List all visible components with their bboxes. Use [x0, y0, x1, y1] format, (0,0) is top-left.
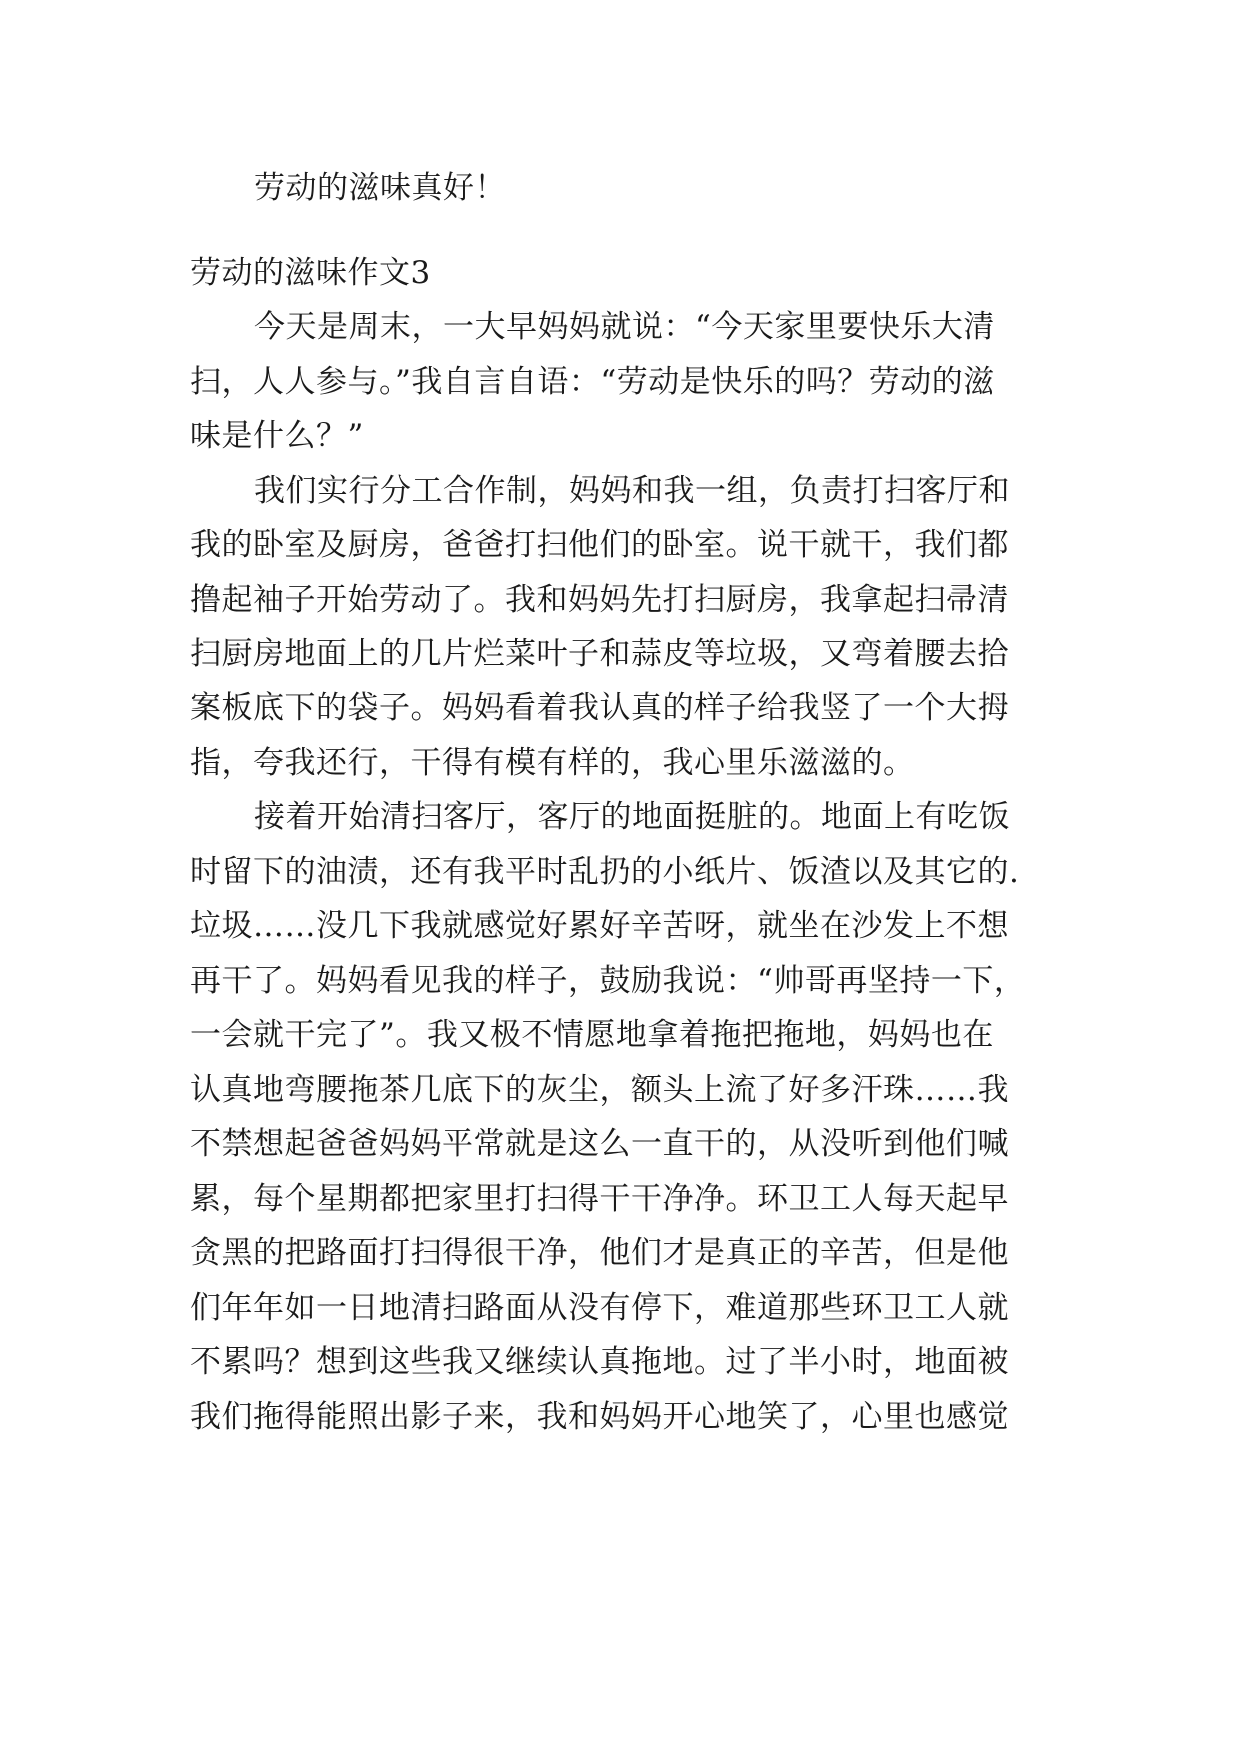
paragraph-line: 接着开始清扫客厅，客厅的地面挺脏的。地面上有吃饭 [254, 799, 1010, 835]
closing-line: 劳动的滋味真好！ [254, 170, 506, 206]
paragraph-line: 不禁想起爸爸妈妈平常就是这么一直干的，从没听到他们喊 [190, 1126, 1009, 1162]
paragraph-line: 味是什么？” [190, 418, 364, 454]
paragraph-line: 撸起袖子开始劳动了。我和妈妈先打扫厨房，我拿起扫帚清 [190, 582, 1009, 618]
paragraph-line: 时留下的油渍，还有我平时乱扔的小纸片、饭渣以及其它的. [190, 854, 1020, 890]
paragraph-line: 不累吗？想到这些我又继续认真拖地。过了半小时，地面被 [190, 1344, 1009, 1380]
paragraph-line: 再干了。妈妈看见我的样子，鼓励我说：“帅哥再坚持一下， [190, 963, 1026, 999]
paragraph-line: 累，每个星期都把家里打扫得干干净净。环卫工人每天起早 [190, 1181, 1009, 1217]
paragraph-line: 们年年如一日地清扫路面从没有停下，难道那些环卫工人就 [190, 1290, 1009, 1326]
paragraph-line: 扫厨房地面上的几片烂菜叶子和蒜皮等垃圾，又弯着腰去拾 [190, 636, 1009, 672]
paragraph-line: 认真地弯腰拖茶几底下的灰尘，额头上流了好多汗珠……我 [190, 1072, 1009, 1108]
paragraph-line: 我们实行分工合作制，妈妈和我一组，负责打扫客厅和 [254, 473, 1010, 509]
paragraph-line: 一会就干完了”。我又极不情愿地拿着拖把拖地，妈妈也在 [190, 1017, 994, 1053]
paragraph-line: 我的卧室及厨房，爸爸打扫他们的卧室。说干就干，我们都 [190, 527, 1009, 563]
paragraph-line: 指，夸我还行，干得有模有样的，我心里乐滋滋的。 [190, 745, 915, 781]
section-title: 劳动的滋味作文3 [190, 255, 431, 291]
paragraph-line: 案板底下的袋子。妈妈看着我认真的样子给我竖了一个大拇 [190, 690, 1009, 726]
paragraph-line: 扫，人人参与。”我自言自语：“劳动是快乐的吗？劳动的滋 [190, 364, 995, 400]
paragraph-line: 垃圾……没几下我就感觉好累好辛苦呀，就坐在沙发上不想 [190, 908, 1009, 944]
paragraph-line: 我们拖得能照出影子来，我和妈妈开心地笑了，心里也感觉 [190, 1399, 1009, 1435]
paragraph-line: 今天是周末，一大早妈妈就说：“今天家里要快乐大清 [254, 309, 995, 345]
paragraph-line: 贪黑的把路面打扫得很干净，他们才是真正的辛苦，但是他 [190, 1235, 1009, 1271]
